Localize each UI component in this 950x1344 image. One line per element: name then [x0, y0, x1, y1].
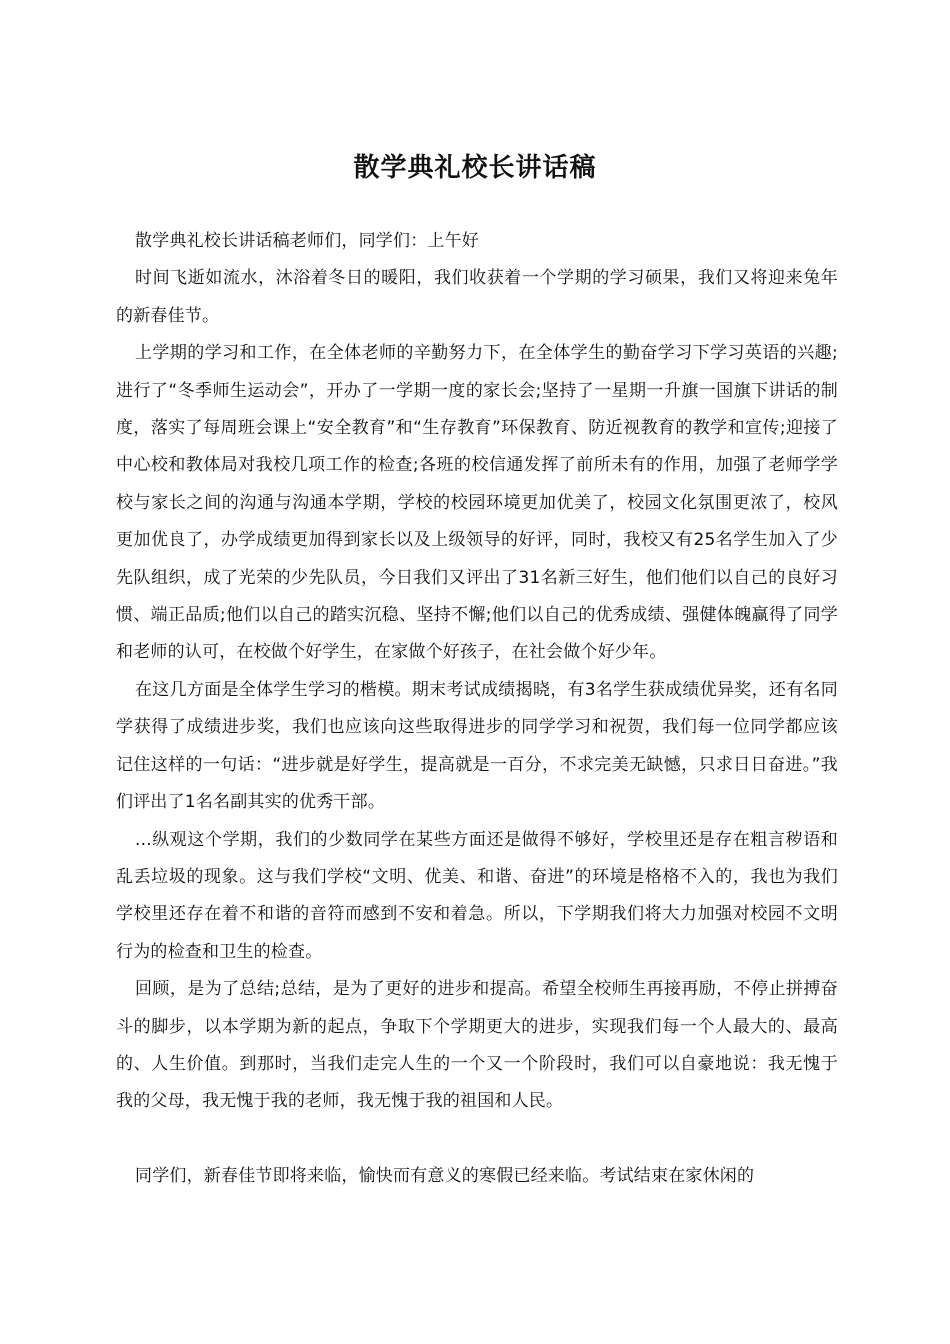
document-body	[116, 223, 838, 1195]
paragraph-greeting: 散学典礼校长讲话稿老师们，同学们：上午好	[135, 231, 479, 251]
paragraph-semester-work: 上学期的学习和工作，在全体老师的辛勤努力下，在全体学生的勤奋学习下学习英语的兴趣;进行了“冬季师生运动会”，开办了一学期一度的家长会;坚持了一星期一升旗一国旗下讲话的制度，落实了每周班会课上“安全教育”和“生存教育”环保教育、防近视教育的教学和宣传;迎接了中心校和教体局对我校几项工作的检查;各班的校信通发挥了前所未有的作用，加强了老师学学校与家长之间的沟通与沟通本学期，学校的校园环境更加优美了，校园文化氛围更浓了，校风更加优良了，办学成绩更加得到家长以及上级领导的好评，同时，我校又有25名学生加入了少先队组织，成了光荣的少先队员，今日我们又评出了31名新三好生，他们他们以自己的良好习惯、端正品质;他们以自己的踏实沉稳、坚持不懈;他们以自己的优秀成绩、强健体魄赢得了同学和老师的认可，在校做个好学生，在家做个好孩子，在社会做个好少年。	[116, 343, 838, 663]
paragraph-review: 回顾，是为了总结;总结，是为了更好的进步和提高。希望全校师生再接再励，不停止拼搏奋斗的脚步，以本学期为新的起点，争取下个学期更大的进步，实现我们每一个人最大的、最高的、人生价值。到那时，当我们走完人生的一个又一个阶段时，我们可以自豪地说：我无愧于我的父母，我无愧于我的老师，我无愧于我的祖国和人民。	[116, 979, 838, 1112]
paragraph-holiday: 同学们，新春佳节即将来临，愉快而有意义的寒假已经来临。考试结束在家休闲的	[135, 1165, 755, 1186]
document-title: 散学典礼校长讲话稿	[353, 153, 597, 184]
paragraph-shortcomings: ...纵观这个学期，我们的少数同学在某些方面还是做得不够好，学校里还是存在粗言秽语和乱丢垃圾的现象。这与我们学校“文明、优美、和谐、奋进”的环境是格格不入的，我也为我们学校里还存在着不和谐的音符而感到不安和着急。所以，下学期我们将大力加强对校园不文明行为的检查和卫生的检查。	[116, 829, 838, 962]
paragraph-intro: 时间飞逝如流水，沐浴着冬日的暖阳，我们收获着一个学期的学习硕果，我们又将迎来兔年的新春佳节。	[116, 268, 838, 326]
paragraph-awards: 在这几方面是全体学生学习的楷模。期末考试成绩揭晓，有3名学生获成绩优异奖，还有名同学获得了成绩进步奖，我们也应该向这些取得进步的同学学习和祝贺，我们每一位同学都应该记住这样的一句话：“进步就是好学生，提高就是一百分，不求完美无缺憾，只求日日奋进。”我们评出了1名名副其实的优秀干部。	[116, 679, 838, 813]
